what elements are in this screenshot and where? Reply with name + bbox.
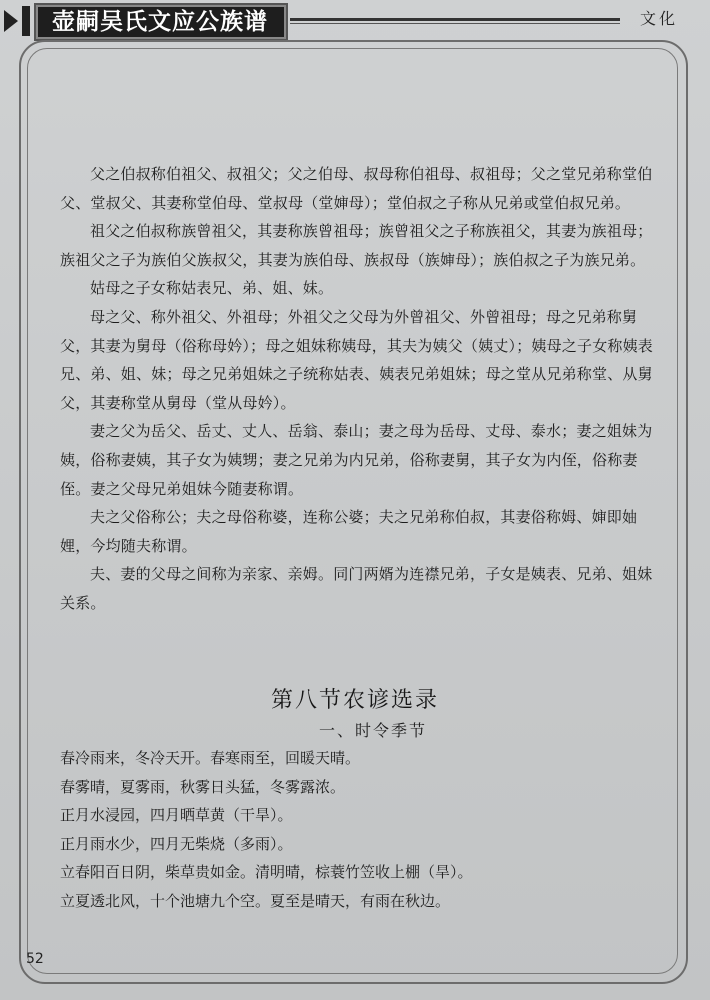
- header-bar-ornament: [22, 6, 30, 36]
- body-text: [60, 160, 660, 618]
- header-rule: [290, 18, 620, 21]
- page-header: [0, 0, 710, 42]
- proverb-line: 春冷雨来，冬冷天开。春寒雨至，回暖天晴。: [60, 749, 361, 767]
- book-title: 壶嗣吴氏文应公族谱: [52, 9, 268, 35]
- header-arrow-ornament: [4, 10, 18, 32]
- section-label: 文化: [640, 9, 679, 28]
- paragraph: 母之父、称外祖父、外祖母；外祖父之父母为外曾祖父、外曾祖母；母之兄弟称舅父，其妻为舅母（俗称母妗）；母之姐妹称姨母，其夫为姨父（姨丈）；姨母之子女称姨表兄、弟、姐、妹；母之兄弟姐妹之子统称姑表、姨表兄弟姐妹；母之堂从兄弟称堂、从舅父，其妻称堂从舅母（堂从母妗）。: [60, 307, 654, 412]
- proverb-list: [60, 744, 660, 915]
- paragraph: 夫之父俗称公；夫之母俗称婆，连称公婆；夫之兄弟称伯叔，其妻俗称姆、婶即妯娌，今均随夫称谓。: [60, 508, 638, 555]
- paragraph: 祖父之伯叔称族曾祖父，其妻称族曾祖母；族曾祖父之子称族祖父，其妻为族祖母；族祖父之子为族伯父族叔父，其妻为族伯母、族叔母（族婶母）；族伯叔之子为族兄弟。: [60, 222, 653, 269]
- paragraph: 妻之父为岳父、岳丈、丈人、岳翁、泰山；妻之母为岳母、丈母、泰水；妻之姐妹为姨，俗称妻姨，其子女为姨甥；妻之兄弟为内兄弟，俗称妻舅，其子女为内侄，俗称妻侄。妻之父母兄弟姐妹今随妻称谓。: [60, 422, 653, 498]
- subsection-heading: 一、时令季节: [318, 721, 427, 740]
- proverb-line: 春雾晴，夏雾雨，秋雾日头猛，冬雾露浓。: [60, 777, 346, 796]
- proverb-line: 立夏透北风，十个池塘九个空。夏至是晴天，有雨在秋边。: [60, 891, 451, 910]
- paragraph: 姑母之子女称姑表兄、弟、姐、妹。: [90, 279, 334, 298]
- paragraph: 父之伯叔称伯祖父、叔祖父；父之伯母、叔母称伯祖母、叔祖母；父之堂兄弟称堂伯父、堂叔父、其妻称堂伯母、堂叔母（堂婶母）；堂伯叔之子称从兄弟或堂伯叔兄弟。: [60, 165, 653, 212]
- page-number: 52: [26, 951, 44, 967]
- book-title-banner: [34, 3, 288, 41]
- proverb-line: 正月雨水少，四月无柴烧（多雨）。: [60, 834, 293, 853]
- section-heading: 第八节农谚选录: [270, 688, 439, 713]
- proverb-line: 立春阳百日阴，柴草贵如金。清明晴，棕蓑竹笠收上棚（旱）。: [60, 863, 473, 881]
- proverb-line: 正月水浸园，四月晒草黄（干旱）。: [60, 806, 293, 824]
- paragraph: 夫、妻的父母之间称为亲家、亲姆。同门两婿为连襟兄弟，子女是姨表、兄弟、姐妹关系。: [60, 565, 653, 612]
- header-rule-thin: [290, 23, 620, 24]
